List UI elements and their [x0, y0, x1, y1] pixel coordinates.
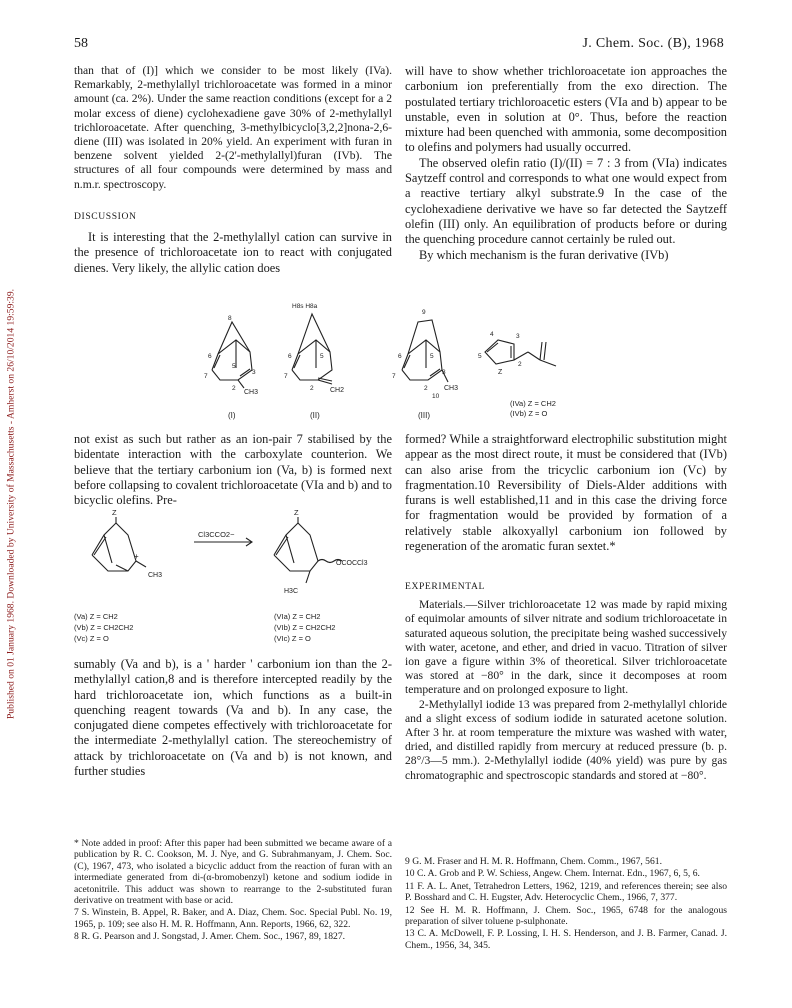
svg-text:7: 7	[392, 373, 396, 380]
publication-sidebar	[2, 0, 20, 1008]
reference-9: 9 G. M. Fraser and H. M. R. Hoffmann, Chem. Comm., 1967, 561.	[405, 856, 662, 867]
atom-label: Z	[498, 369, 503, 376]
compound-label-Vb: (Vb) Z = CH2CH2	[74, 623, 134, 632]
atom-label: H3C	[284, 588, 299, 595]
atom-label: CH3	[444, 385, 459, 392]
svg-text:5: 5	[478, 353, 482, 360]
svg-text:4: 4	[490, 331, 494, 338]
compound-label-III: (III)	[418, 411, 430, 420]
atom-label: 9	[422, 309, 426, 316]
publication-notice: Published on 01 January 1968. Downloaded by University of Massachusetts - Amherst on 26/10/2014 19:59:39.	[5, 288, 17, 720]
reference-8: 8 R. G. Pearson and J. Songstad, J. Amer. Chem. Soc., 1967, 89, 1827.	[74, 931, 346, 943]
structures-figure-2	[74, 505, 392, 655]
atom-label: CH3	[148, 572, 163, 579]
paragraph: Materials.—Silver trichloroacetate 12 was made by rapid mixing of equimolar amounts of silver nitrate and sodium trichloroacetate in saturated aqueous solution, the precipitate being washed successively with water, acetone, and ether, and dried in vacuo. Titration of silver ion gave a figure within 3% of theoretical. Silver trichloroacetate was stored at −80° in the dark, since it decomposes at room temperature and on prolonged exposure to light.	[405, 598, 727, 697]
right-column-middle	[405, 432, 727, 554]
right-column-top	[405, 64, 727, 263]
paragraph: The observed olefin ratio (I)/(II) = 7 : 3 from (VIa) indicates Saytzeff control and corresponds to what one would expect from a reactive tertiary alkyl substrate.9 In the case of the cyclohexadiene derivative we have so far detected the Saytzeff olefin (III) only. An equilibration of products before or during the quenching procedure cannot certainly be ruled out.	[405, 155, 727, 247]
paragraph: will have to show whether trichloroacetate ion approaches the carbonium ion preferentially from the exo direction. The postulated tertiary trichloroacetic esters (VIa and b) appear to be unstable, even in solution at 0°. Thus, before the reaction mixture had been quenched with ammonia, some decomposition to olefins and polymers had usually occurred.	[405, 64, 727, 155]
paragraph: 2-Methylallyl iodide 13 was prepared from 2-methylallyl chloride and a slight excess of sodium iodide in saturated acetone solution. After 3 hr. at room temperature the mixture was washed with water, dried, and distilled rapidly from mercury at reduced pressure (b. p. 28°/3—5 mm.). 2-Methylallyl iodide (40% yield) was pure by gas chromatographic and spectroscopic standards and stored at −80°.	[405, 697, 727, 782]
atom-label: Z	[112, 508, 117, 517]
page-number: 58	[74, 36, 88, 51]
left-column-top	[74, 64, 392, 276]
compound-label-IVb: (IVb) Z = O	[510, 409, 548, 418]
compound-label-IVa: (IVa) Z = CH2	[510, 399, 556, 408]
svg-text:6: 6	[288, 353, 292, 360]
left-column-middle	[74, 432, 392, 508]
svg-text:7: 7	[284, 373, 288, 380]
svg-text:3: 3	[252, 369, 256, 376]
paragraph: than that of (I)] which we consider to be most likely (IVa). Remarkably, 2-methylallyl trichloroacetate was formed in a minor amount (ca. 2%). Under the same reaction conditions (except for a 2 molar excess of diene) cyclohexadiene gave 30% of 2-methylallyl trichloroacetate. After quenching, 3-methylbicyclo[3,2,2]nona-2,6-diene (III) was isolated in 20% yield. An experiment with furan in benzene solvent yielded 2-(2'-methylallyl)furan (IVb). The structures of all four compounds were determined by mass and n.m.r. spectroscopy.	[74, 64, 392, 191]
atom-label: CH3	[244, 389, 259, 396]
svg-text:7: 7	[204, 373, 208, 380]
reference-13: 13 C. A. McDowell, F. P. Lossing, I. H. S. Henderson, and J. B. Farmer, Canad. J. Chem., 1956, 34, 345.	[405, 928, 727, 951]
svg-text:5: 5	[430, 353, 434, 360]
reference-12: 12 See H. M. R. Hoffmann, J. Chem. Soc., 1965, 6748 for the analogous preparation of silver toluene p-sulphonate.	[405, 904, 727, 928]
footnote: * Note added in proof: After this paper had been submitted we became aware of a publication by R. C. Cookson, M. J. Nye, and G. Subrahmanyam, J. Chem. Soc. (C), 1967, 473, who isolated a bicyclic adduct from the reaction of furan with an intermediate generated from di-(α-bromobenzyl) ketone and sodium iodide in acetonitrile. This adduct was shown to rearrange to the 2-substituted furan derivative on treatment with base or acid.	[74, 838, 392, 907]
reference-10: 10 C. A. Grob and P. W. Schiess, Angew. Chem. Internat. Edn., 1967, 6, 5, 6.	[405, 868, 700, 880]
compound-label-VIb: (VIb) Z = CH2CH2	[274, 623, 336, 632]
paragraph: not exist as such but rather as an ion-pair 7 stabilised by the bidentate interaction with the carboxylate counterion. We believe that the tertiary carbonium ion (Va, b) is formed next before collapsing to covalent trichloroacetate (VIa and b) and to bicyclic olefins. Pre-	[74, 432, 392, 508]
paragraph: sumably (Va and b), is a ' harder ' carbonium ion than the 2-methylallyl cation,8 and is therefore intercepted readily by the hard trichloroacetate ion, which functions as a built-in quenching reagent towards (Va and b). In any case, the conjugated diene competes effectively with trichloroacetate for the intermediate 2-methylallyl cation. The stereochemistry of attack by trichloroacetate on (Va and b) is not known, and further studies	[74, 657, 392, 779]
compound-label-Vc: (Vc) Z = O	[74, 634, 109, 643]
svg-text:6: 6	[398, 353, 402, 360]
right-footnotes	[405, 856, 727, 952]
paragraph: By which mechanism is the furan derivative (IVb)	[419, 247, 669, 262]
atom-label: H8s H8a	[292, 303, 318, 310]
svg-text:5: 5	[232, 363, 236, 370]
svg-text:5: 5	[320, 353, 324, 360]
reference-7: 7 S. Winstein, B. Appel, R. Baker, and A. Diaz, Chem. Soc. Special Publ. No. 19, 1965, p. 109; see also H. M. R. Hoffmann, Ann. Reports, 1966, 62, 322.	[74, 907, 392, 930]
reagent-label: Cl3CCO2−	[198, 530, 235, 539]
atom-label: +	[134, 552, 139, 561]
journal-header: J. Chem. Soc. (B), 1968	[582, 36, 724, 51]
paragraph: formed? While a straightforward electrophilic substitution might appear as the most direct route, it must be considered that (IVb) can also arise from the tricyclic carbonium ion (Vc) by fragmentation.10 Reversibility of Diels-Alder additions with furans is well established,11 and in this case the driving force for fragmentation would be provided by formation of a relatively stable alkoxyallyl carbonium ion followed by regeneration of the aromatic furan sextet.*	[405, 432, 727, 554]
structures-figure-1	[180, 292, 600, 420]
svg-text:3: 3	[442, 369, 446, 376]
svg-text:2: 2	[518, 361, 522, 368]
reference-11: 11 F. A. L. Anet, Tetrahedron Letters, 1962, 1219, and references therein; see also P. Bosshard and C. H. Eugster, Adv. Heterocyclic Chem., 1966, 7, 377.	[405, 880, 727, 904]
svg-text:2: 2	[232, 385, 236, 392]
svg-text:6: 6	[208, 353, 212, 360]
paragraph: It is interesting that the 2-methylallyl cation can survive in the presence of trichloroacetate ion to react with conjugated dienes. Very likely, the allylic cation does	[74, 230, 392, 275]
left-column-bottom	[74, 657, 392, 779]
svg-text:8: 8	[228, 315, 232, 322]
compound-label-Va: (Va) Z = CH2	[74, 612, 118, 621]
atom-label: Z	[294, 508, 299, 517]
atom-label: 10	[432, 393, 440, 400]
svg-text:3: 3	[516, 333, 520, 340]
svg-text:2: 2	[310, 385, 314, 392]
compound-label-II: (II)	[310, 411, 320, 420]
compound-label-I: (I)	[228, 411, 236, 420]
atom-label: CH2	[330, 387, 345, 394]
compound-label-VIa: (VIa) Z = CH2	[274, 612, 321, 621]
left-footnotes	[74, 838, 392, 944]
compound-label-VIc: (VIc) Z = O	[274, 634, 311, 643]
right-column-bottom	[405, 580, 727, 783]
section-heading-experimental: EXPERIMENTAL	[405, 581, 485, 592]
atom-label: OCOCCl3	[336, 560, 368, 567]
section-heading-discussion: DISCUSSION	[74, 210, 137, 222]
svg-text:2: 2	[424, 385, 428, 392]
